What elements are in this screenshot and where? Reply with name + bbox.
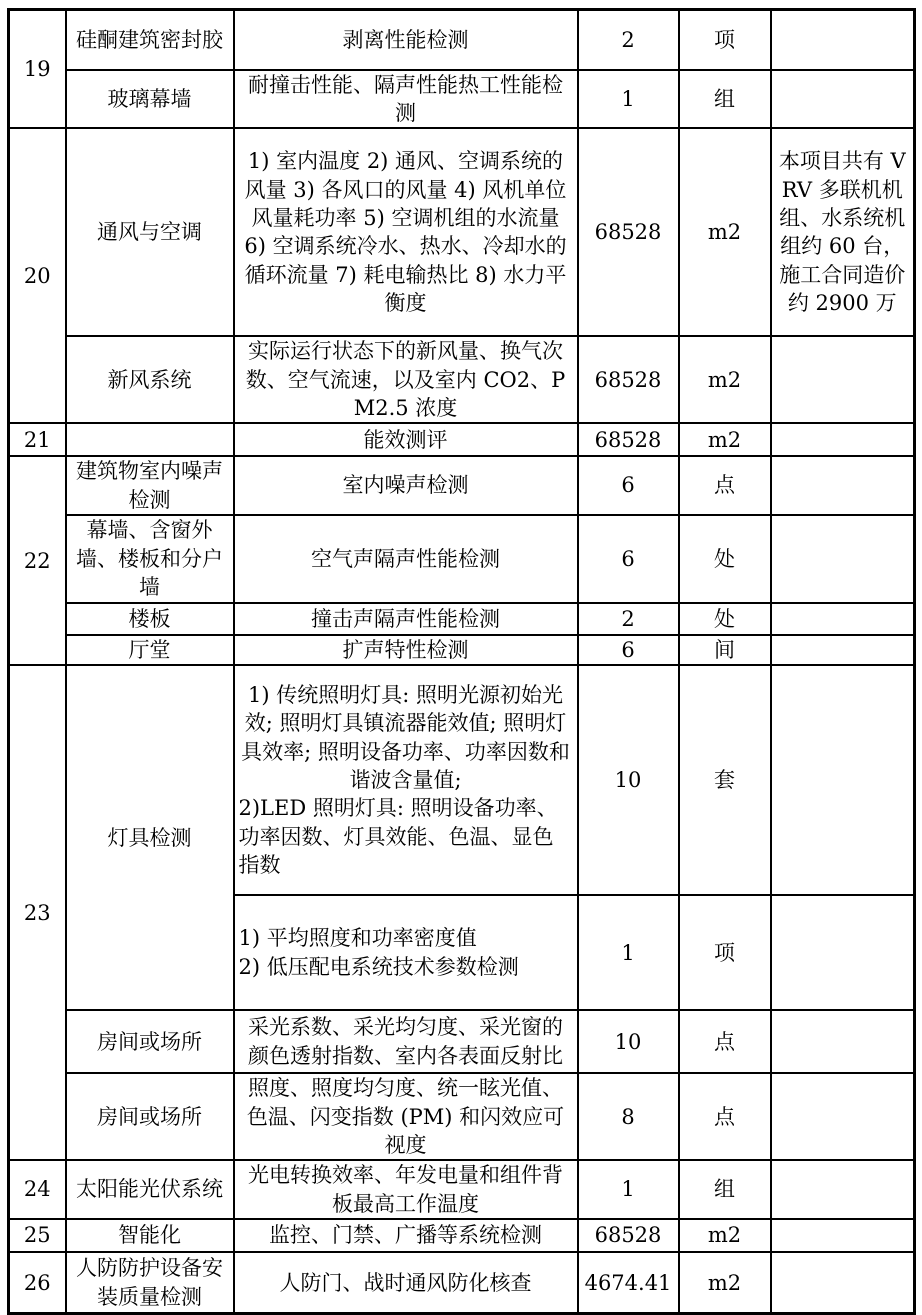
remark-cell bbox=[771, 895, 915, 1010]
remark-cell bbox=[771, 515, 915, 603]
unit-cell: 组 bbox=[679, 1160, 771, 1219]
quantity-cell: 1 bbox=[578, 70, 679, 129]
test-content-line: 1) 平均照度和功率密度值 bbox=[238, 926, 477, 951]
item-name-cell: 通风与空调 bbox=[66, 128, 234, 336]
inspection-items-table bbox=[7, 8, 916, 1315]
item-name-cell bbox=[66, 423, 234, 456]
test-content-paragraph: 2)LED 照明灯具: 照明设备功率、功率因数、灯具效能、色温、显色指数 bbox=[238, 796, 558, 878]
row-number-cell: 19 bbox=[9, 10, 66, 129]
remark-cell bbox=[771, 1073, 915, 1160]
unit-cell: 处 bbox=[679, 603, 771, 635]
test-content-cell: 空气声隔声性能检测 bbox=[234, 515, 578, 603]
test-content-cell: 照度、照度均匀度、统一眩光值、色温、闪变指数 (PM) 和闪效应可视度 bbox=[234, 1073, 578, 1160]
test-content-paragraph: 1) 传统照明灯具: 照明光源初始光效; 照明灯具镇流器能效值; 照明灯具效率; 照明设备功率、功率因数和谐波含量值; bbox=[241, 683, 570, 793]
unit-cell: m2 bbox=[679, 128, 771, 336]
quantity-cell: 68528 bbox=[578, 128, 679, 336]
remark-cell bbox=[771, 635, 915, 665]
row-number-cell: 22 bbox=[9, 456, 66, 665]
quantity-cell: 68528 bbox=[578, 1219, 679, 1252]
quantity-cell: 68528 bbox=[578, 336, 679, 423]
test-content-cell: 实际运行状态下的新风量、换气次数、空气流速，以及室内 CO2、PM2.5 浓度 bbox=[234, 336, 578, 423]
remark-cell bbox=[771, 603, 915, 635]
table-row bbox=[9, 1252, 915, 1314]
table-row bbox=[9, 603, 915, 635]
quantity-cell: 4674.41 bbox=[578, 1252, 679, 1314]
remark-cell bbox=[771, 1160, 915, 1219]
quantity-cell: 6 bbox=[578, 456, 679, 515]
quantity-cell: 8 bbox=[578, 1073, 679, 1160]
unit-cell: m2 bbox=[679, 1219, 771, 1252]
quantity-cell: 2 bbox=[578, 10, 679, 70]
item-name-cell: 智能化 bbox=[66, 1219, 234, 1252]
remark-cell bbox=[771, 1219, 915, 1252]
item-name-cell: 人防防护设备安装质量检测 bbox=[66, 1252, 234, 1314]
item-name-cell: 房间或场所 bbox=[66, 1073, 234, 1160]
row-number-cell: 26 bbox=[9, 1252, 66, 1314]
remark-cell bbox=[771, 336, 915, 423]
table-row bbox=[9, 10, 915, 70]
item-name-cell: 房间或场所 bbox=[66, 1010, 234, 1073]
unit-cell: 项 bbox=[679, 10, 771, 70]
unit-cell: 间 bbox=[679, 635, 771, 665]
test-content-cell: 撞击声隔声性能检测 bbox=[234, 603, 578, 635]
unit-cell: m2 bbox=[679, 423, 771, 456]
item-name-cell: 楼板 bbox=[66, 603, 234, 635]
table-row bbox=[9, 1010, 915, 1073]
test-content-cell: 监控、门禁、广播等系统检测 bbox=[234, 1219, 578, 1252]
row-number-cell: 25 bbox=[9, 1219, 66, 1252]
test-content-cell bbox=[234, 665, 578, 895]
table-row bbox=[9, 1219, 915, 1252]
quantity-cell: 10 bbox=[578, 1010, 679, 1073]
unit-cell: 点 bbox=[679, 1073, 771, 1160]
unit-cell: 组 bbox=[679, 70, 771, 129]
remark-cell bbox=[771, 423, 915, 456]
table-row bbox=[9, 1160, 915, 1219]
table-row bbox=[9, 665, 915, 895]
table-row bbox=[9, 128, 915, 336]
quantity-cell: 6 bbox=[578, 515, 679, 603]
table-row bbox=[9, 423, 915, 456]
test-content-cell: 能效测评 bbox=[234, 423, 578, 456]
remark-cell bbox=[771, 456, 915, 515]
row-number-cell: 21 bbox=[9, 423, 66, 456]
test-content-cell: 耐撞击性能、隔声性能热工性能检测 bbox=[234, 70, 578, 129]
unit-cell: m2 bbox=[679, 336, 771, 423]
remark-cell bbox=[771, 1010, 915, 1073]
table-row bbox=[9, 70, 915, 129]
quantity-cell: 2 bbox=[578, 603, 679, 635]
item-name-cell: 厅堂 bbox=[66, 635, 234, 665]
row-number-cell: 20 bbox=[9, 128, 66, 423]
table-row bbox=[9, 515, 915, 603]
quantity-cell: 6 bbox=[578, 635, 679, 665]
test-content-cell: 扩声特性检测 bbox=[234, 635, 578, 665]
unit-cell: 点 bbox=[679, 456, 771, 515]
test-content-cell: 剥离性能检测 bbox=[234, 10, 578, 70]
test-content-cell: 1) 室内温度 2) 通风、空调系统的风量 3) 各风口的风量 4) 风机单位风量耗功率 5) 空调机组的水流量 6) 空调系统冷水、热水、冷却水的循环流量 7) 耗电输热比 8) 水力平衡度 bbox=[234, 128, 578, 336]
unit-cell: 项 bbox=[679, 895, 771, 1010]
test-content-cell bbox=[234, 895, 578, 1010]
remark-cell bbox=[771, 1252, 915, 1314]
table-row bbox=[9, 1073, 915, 1160]
quantity-cell: 1 bbox=[578, 895, 679, 1010]
test-content-cell: 光电转换效率、年发电量和组件背板最高工作温度 bbox=[234, 1160, 578, 1219]
row-number-cell: 23 bbox=[9, 665, 66, 1160]
unit-cell: 点 bbox=[679, 1010, 771, 1073]
remark-cell bbox=[771, 665, 915, 895]
table-row bbox=[9, 456, 915, 515]
item-name-cell: 幕墙、含窗外墙、楼板和分户墙 bbox=[66, 515, 234, 603]
quantity-cell: 1 bbox=[578, 1160, 679, 1219]
test-content-cell: 采光系数、采光均匀度、采光窗的颜色透射指数、室内各表面反射比 bbox=[234, 1010, 578, 1073]
item-name-cell: 太阳能光伏系统 bbox=[66, 1160, 234, 1219]
unit-cell: 套 bbox=[679, 665, 771, 895]
item-name-cell: 建筑物室内噪声检测 bbox=[66, 456, 234, 515]
item-name-cell: 硅酮建筑密封胶 bbox=[66, 10, 234, 70]
unit-cell: m2 bbox=[679, 1252, 771, 1314]
item-name-cell: 玻璃幕墙 bbox=[66, 70, 234, 129]
remark-cell bbox=[771, 70, 915, 129]
item-name-cell: 灯具检测 bbox=[66, 665, 234, 1010]
remark-cell: 本项目共有 VRV 多联机机组、水系统机组约 60 台，施工合同造价约 2900 万 bbox=[771, 128, 915, 336]
row-number-cell: 24 bbox=[9, 1160, 66, 1219]
table-row bbox=[9, 635, 915, 665]
unit-cell: 处 bbox=[679, 515, 771, 603]
table-row bbox=[9, 336, 915, 423]
quantity-cell: 68528 bbox=[578, 423, 679, 456]
quantity-cell: 10 bbox=[578, 665, 679, 895]
test-content-cell: 人防门、战时通风防化核查 bbox=[234, 1252, 578, 1314]
item-name-cell: 新风系统 bbox=[66, 336, 234, 423]
remark-cell bbox=[771, 10, 915, 70]
test-content-cell: 室内噪声检测 bbox=[234, 456, 578, 515]
test-content-line: 2) 低压配电系统技术参数检测 bbox=[238, 954, 519, 979]
